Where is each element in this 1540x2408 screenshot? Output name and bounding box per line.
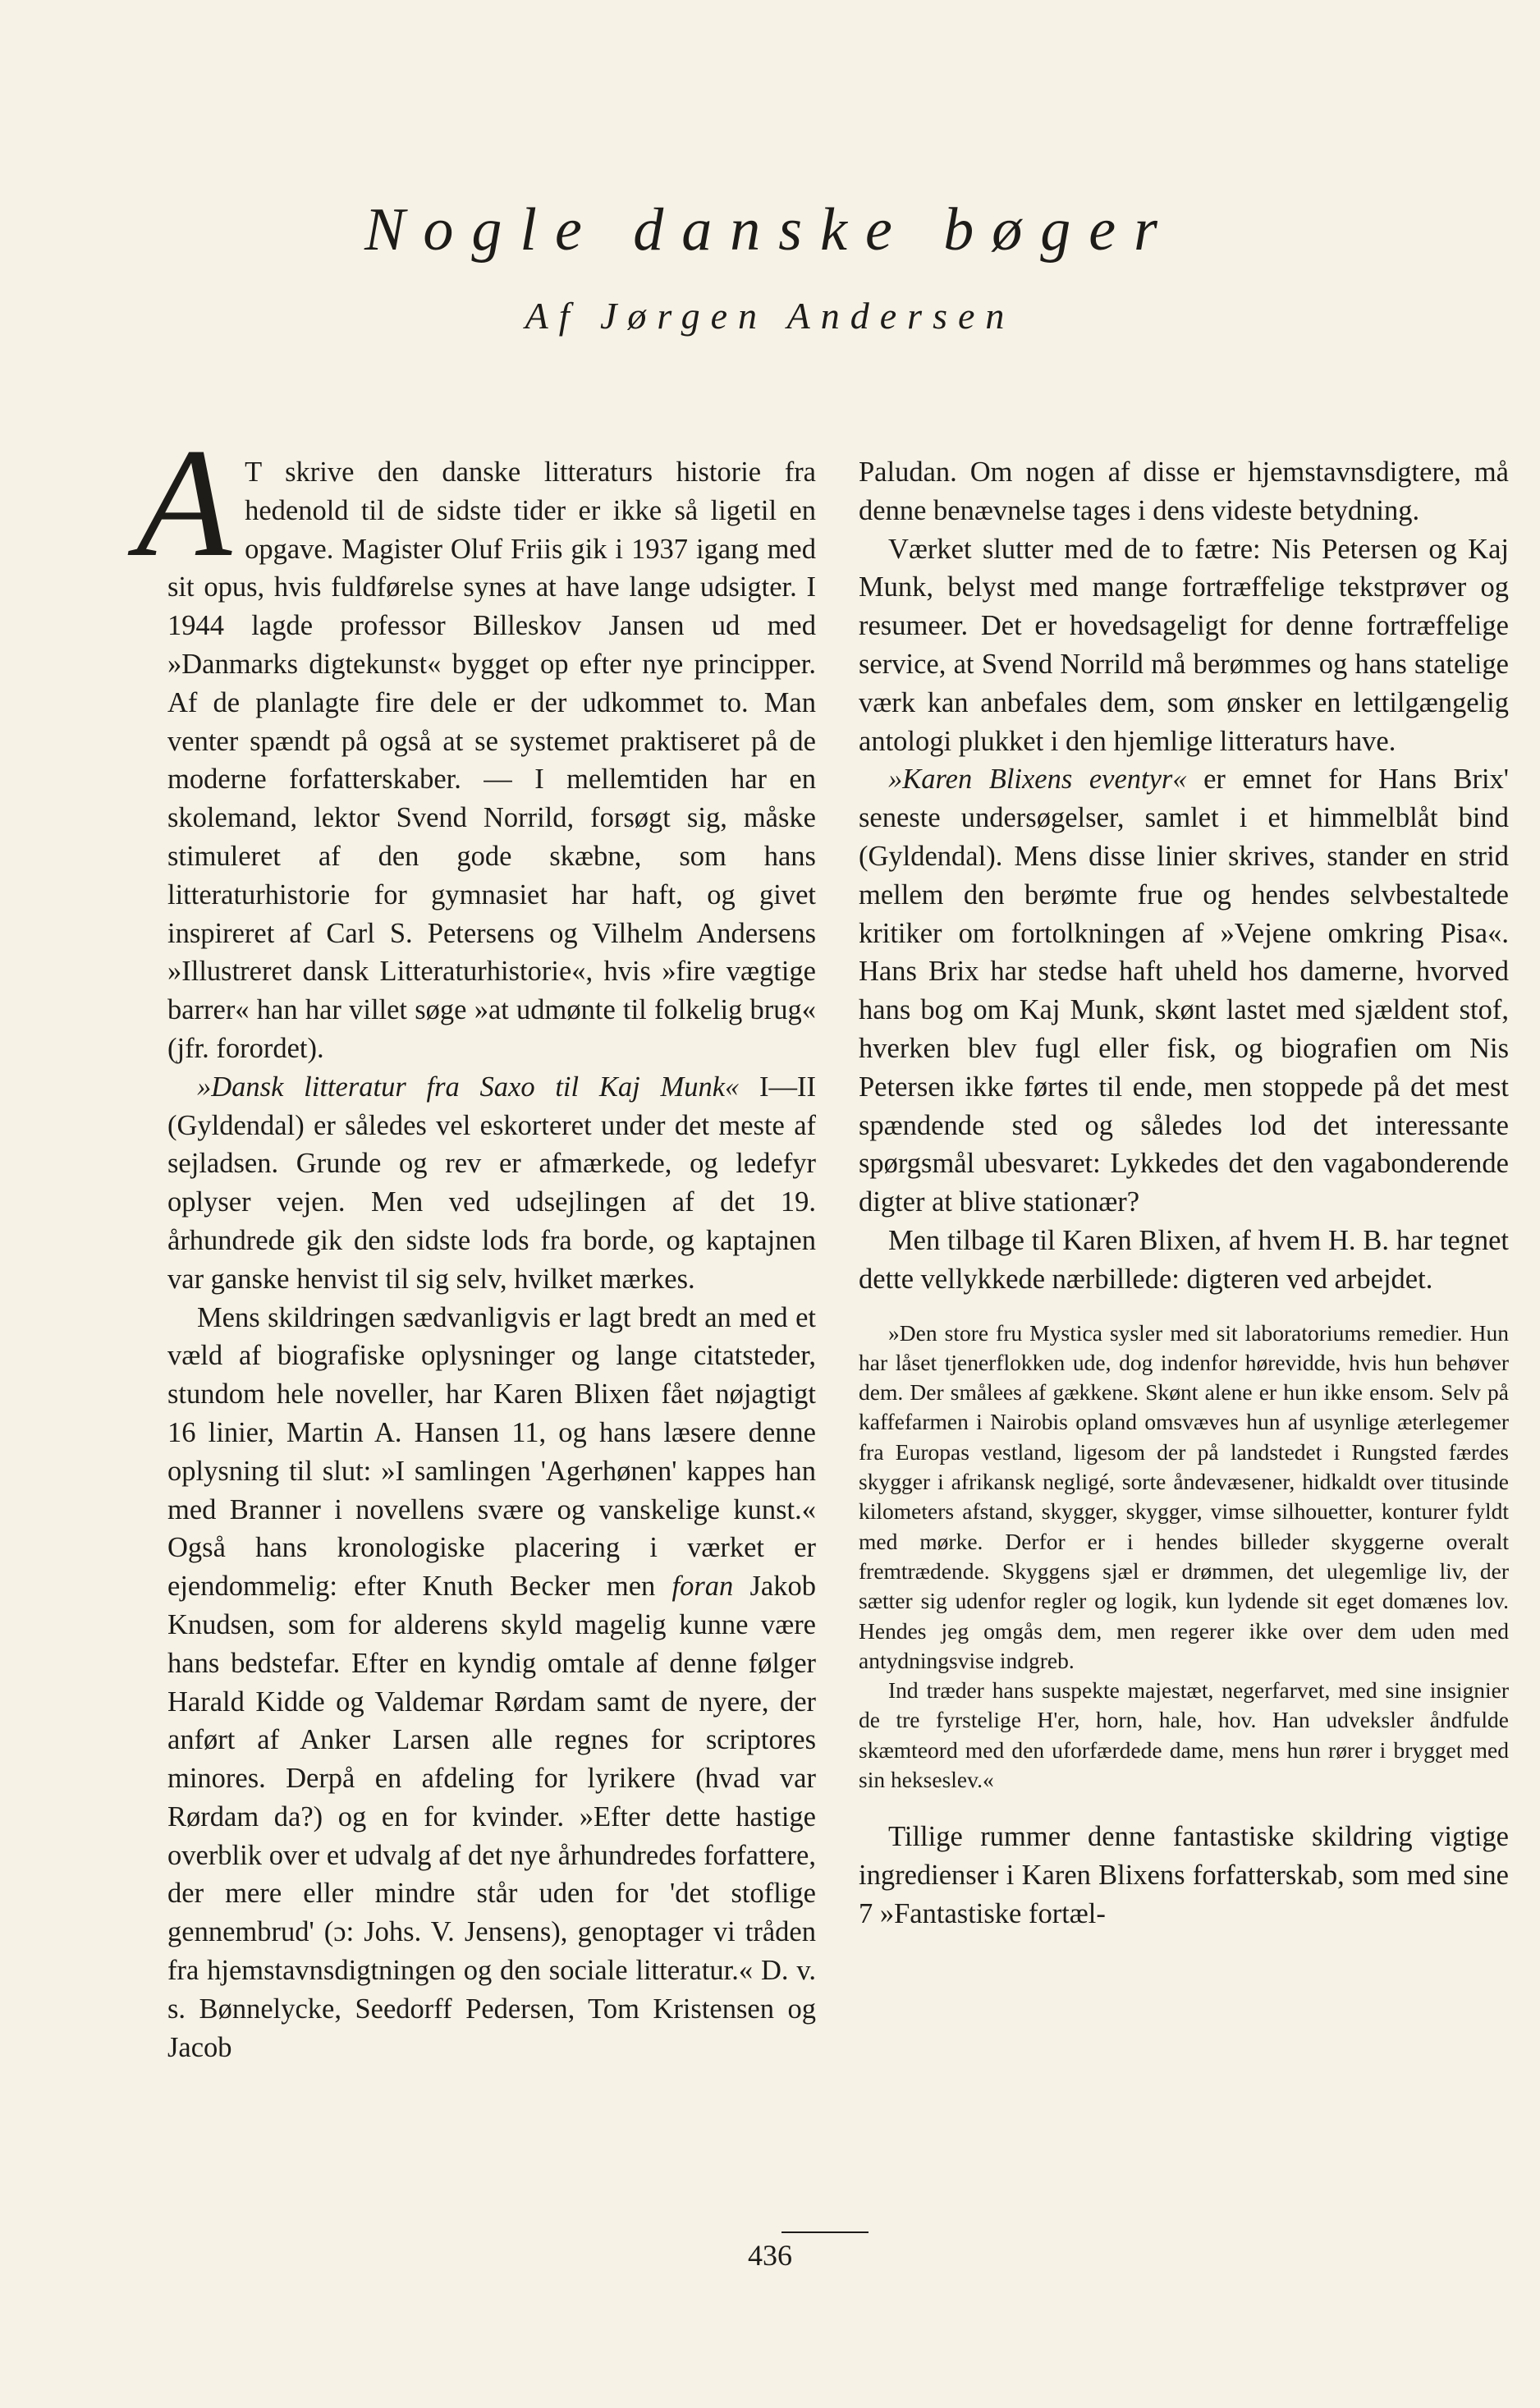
book-title-karen-blixens-eventyr: »Karen Blixens eventyr« [888, 764, 1187, 796]
paragraph-tillige: Tillige rummer denne fantastiske skildring vigtige ingredienser i Karen Blixens forfatterskab, som med sine 7 »Fantastiske fortæl- [859, 1821, 1509, 1929]
block-quote [859, 1319, 1509, 1796]
drop-cap: A [136, 417, 232, 589]
page-number: 436 [748, 2239, 792, 2272]
paragraph-continuation: Paludan. Om nogen af disse er hjemstavnsdigtere, må denne benævnelse tages i dens videste betydning. [859, 456, 1509, 526]
right-column [859, 453, 1509, 1933]
dansk-litteratur-text: I—II (Gyldendal) er således vel eskorteret under det meste af sejladsen. Grunde og rev er afmærkede, og ledefyr oplyser vejen. Men ved udsejlingen af det 19. århundrede gik den sidste lods fra borde, og kaptajnen var ganske henvist til sig selv, hvilket mærkes. [167, 1071, 816, 1295]
paragraph-intro [136, 417, 816, 1068]
quote-paragraph-2: Ind træder hans suspekte majestæt, negerfarvet, med sine insignier de tre fyrstelige H'er, horn, hale, hov. Han udveksler åndfulde skæmteord med den uforfærdede dame, mens hun rører i brygget med sin hekseslev.« [859, 1677, 1509, 1792]
quote-paragraph-1: »Den store fru Mystica sysler med sit laboratoriums remedier. Hun har låset tjenerflokken ude, dog indenfor hørevidde, hvis hun behøver dem. Der smålees af gækkene. Skønt alene er hun ikke ensom. Selv på kaffefarmen i Nairobis opland omsvæves hun af usynlige æterlegemer fra Europas vestland, ligesom der på landstedet i Rungsted færdes skygger i afrikansk negligé, sorte åndevæsener, hidkaldt over titusinde kilometers afstand, skygger, skygger, vimse silhouetter, konturer fyldt med mørke. Derfor er i hendes billeder skyggerne overalt fremtrædende. Skyggens sjæl er drømmen, det ulegemlige liv, der sætter sig udenfor regler og logik, kun lydende sit eget domænes lov. Hendes jeg omgås dem, men regerer ikke over dem uden med antydningsvise indgreb. [859, 1319, 1509, 1673]
book-title-dansk-litteratur: »Dansk litteratur fra Saxo til Kaj Munk« [197, 1071, 740, 1103]
paragraph-skildringen [167, 1299, 816, 2067]
skildringen-text-b: Jakob Knudsen, som for alderens skyld magelig kunne være hans bedstefar. Efter en kyndig omtale af denne følger Harald Kidde og Valdemar Rørdam samt de nyere, der anført af Anker Larsen alle regnes for scriptores minores. Derpå en afdeling for lyrikere (hvad var Rørdam da?) og en for kvinder. »Efter dette hastige overblik over et udvalg af det nye århundredes forfattere, der mere eller mindre står uden for 'det stoflige gennembrud' (ɔ: Johs. V. Jensens), genoptager vi tråden fra hjemstavnsdigtningen og den sociale litteratur.« D. v. s. Bønnelycke, Seedorff Pedersen, Tom Kristensen og Jacob [167, 1571, 816, 2063]
paragraph-vaerket: Værket slutter med de to fætre: Nis Petersen og Kaj Munk, belyst med mange fortræffelige tekstprøver og resumeer. Det er hovedsageligt for denne fortræffelige service, at Svend Norrild må berømmes og hans statelige værk kan anbefales dem, som ønsker en lettilgængelig antologi plukket i den hjemlige litteraturs have. [859, 533, 1509, 757]
paragraph-tilbage: Men tilbage til Karen Blixen, af hvem H. B. har tegnet dette vellykkede nærbillede: digteren ved arbejdet. [859, 1224, 1509, 1295]
left-column [136, 417, 816, 2066]
article-title: Nogle danske bøger [364, 196, 1176, 264]
paragraph-dansk-litteratur [167, 1068, 816, 1299]
page-number-rule [781, 2231, 869, 2233]
intro-text: T skrive den danske litteraturs historie fra hedenold til de sidste tider er ikke så ligetil en opgave. Magister Oluf Friis gik i 1937 igang med sit opus, hvis fuldførelse synes at have lange udsigter. I 1944 lagde professor Billeskov Jansen ud med »Danmarks digtekunst« bygget op efter nye principper. Af de planlagte fire dele er der udkommet to. Man venter spændt på også at se systemet praktiseret på de moderne forfatterskaber. — I mellemtiden har en skolemand, lektor Svend Norrild, forsøgt sig, måske stimuleret af den gode skæbne, som hans litteraturhistorie for gymnasiet har haft, og givet inspireret af Carl S. Petersens og Vilhelm Andersens »Illustreret dansk Litteraturhistorie«, hvis »fire vægtige barrer« han har villet søge »at udmønte til folkelig brug« (jfr. forordet). [167, 456, 816, 1064]
paragraph-karen-blixens-eventyr [859, 760, 1509, 1222]
skildringen-text-a: Mens skildringen sædvanligvis er lagt bredt an med et væld af biografiske oplysninger og lange citatsteder, stundom hele noveller, har Karen Blixen fået nøjagtigt 16 linier, Martin A. Hansen 11, og hans læsere denne oplysning til slut: »I samlingen 'Agerhønen' kappes han med Branner i novellens svære og vanskelige kunst.« Også hans kronologiske placering i værket er ejendommelig: efter Knuth Becker men [167, 1301, 816, 1603]
article-byline: Af Jørgen Andersen [525, 295, 1015, 337]
emphasis-foran: foran [671, 1571, 734, 1603]
karen-blixens-eventyr-text: er emnet for Hans Brix' seneste undersøgelser, samlet i et himmelblåt bind (Gyldendal). Mens disse linier skrives, stander en strid mellem den berømte frue og hendes selvbestaltede kritiker om fortolkningen af »Vejene omkring Pisa«. Hans Brix har stedse haft uheld hos damerne, hvorved hans bog om Kaj Munk, skønt lastet med sjældent stof, hverken blev fugl eller fisk, og biografien om Nis Petersen ikke førtes til ende, men stoppede på det mest spændende sted og således lod det interessante spørgsmål ubesvaret: Lykkedes det den vagabonderende digter at blive stationær? [859, 764, 1510, 1218]
